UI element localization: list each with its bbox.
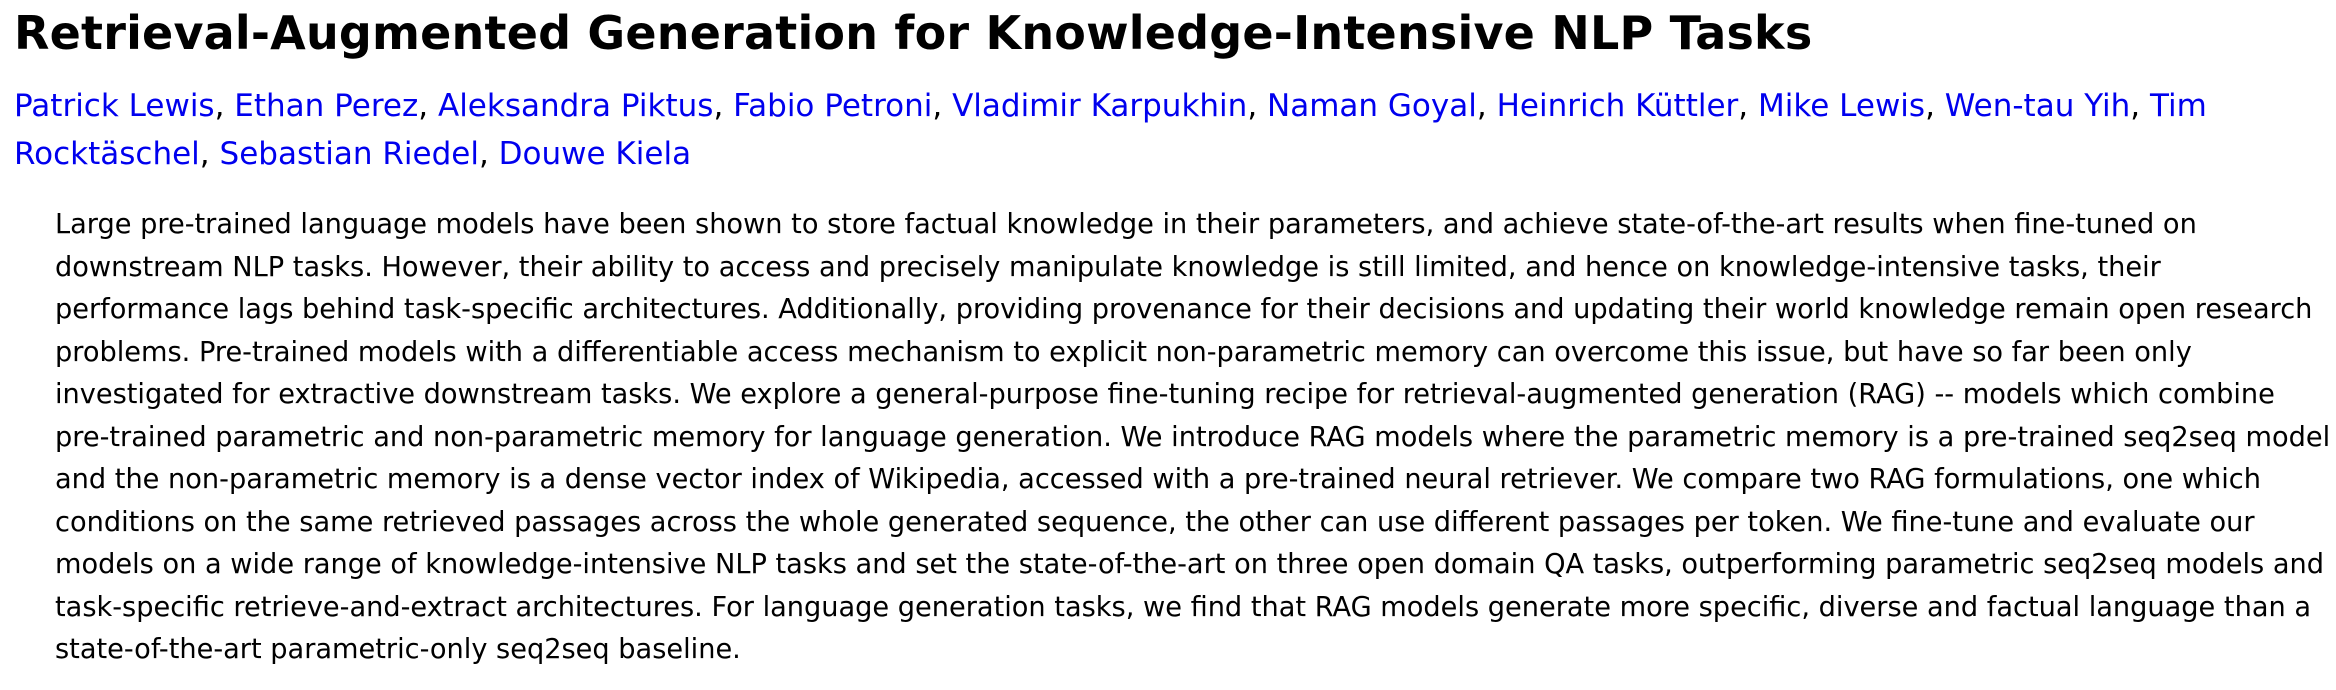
author-separator: , (2130, 88, 2141, 124)
paper-title: Retrieval-Augmented Generation for Knowledge-Intensive NLP Tasks (14, 6, 1813, 60)
author-separator: , (418, 88, 429, 124)
author-link[interactable]: Tim Rocktäschel (14, 88, 2207, 172)
author-link[interactable]: Heinrich Küttler (1496, 88, 1739, 124)
author-separator: , (1738, 88, 1749, 124)
author-link[interactable]: Aleksandra Piktus (437, 88, 714, 124)
author-link[interactable]: Sebastian Riedel (219, 136, 479, 172)
abstract-text: Large pre-trained language models have been shown to store factual knowledge in their parameters, and achieve state-of-the-art results when fine-tuned on downstream NLP tasks. However, their ability to access and precisely manipulate knowledge is still limited, and hence on knowledge-intensive tasks, their performance lags behind task-specific architectures. Additionally, providing provenance for their decisions and updating their world knowledge remain open research problems. Pre-trained models with a differentiable access mechanism to explicit non-parametric memory can overcome this issue, but have so far been only investigated for extractive downstream tasks. We explore a general-purpose fine-tuning recipe for retrieval-augmented generation (RAG) -- models which combine pre-trained parametric and non-parametric memory for language generation. We introduce RAG models where the parametric memory is a pre-trained seq2seq model and the non-parametric memory is a dense vector index of Wikipedia, accessed with a pre-trained neural retriever. We compare two RAG formulations, one which conditions on the same retrieved passages across the whole generated sequence, the other can use different passages per token. We fine-tune and evaluate our models on a wide range of knowledge-intensive NLP tasks and set the state-of-the-art on three open domain QA tasks, outperforming parametric seq2seq models and task-specific retrieve-and-extract architectures. For language generation tasks, we find that RAG models generate more specific, diverse and factual language than a state-of-the-art parametric-only seq2seq baseline. (55, 209, 2331, 665)
author-list (14, 82, 2314, 178)
author-separator: , (1925, 88, 1935, 124)
author-link[interactable]: Vladimir Karpukhin (952, 88, 1248, 124)
author-link[interactable]: Wen-tau Yih (1944, 88, 2131, 124)
author-link[interactable]: Fabio Petroni (733, 88, 933, 124)
author-link[interactable]: Mike Lewis (1758, 88, 1926, 124)
author-separator: , (1476, 88, 1487, 124)
author-link[interactable]: Ethan Perez (234, 88, 419, 124)
author-link[interactable]: Patrick Lewis (14, 88, 215, 124)
author-link[interactable]: Naman Goyal (1267, 88, 1477, 124)
author-separator: , (932, 88, 943, 124)
author-separator: , (478, 136, 489, 172)
author-separator: , (199, 136, 210, 172)
author-link[interactable]: Douwe Kiela (498, 136, 692, 172)
author-separator: , (1247, 88, 1258, 124)
author-separator: , (214, 88, 225, 124)
author-separator: , (713, 88, 724, 124)
